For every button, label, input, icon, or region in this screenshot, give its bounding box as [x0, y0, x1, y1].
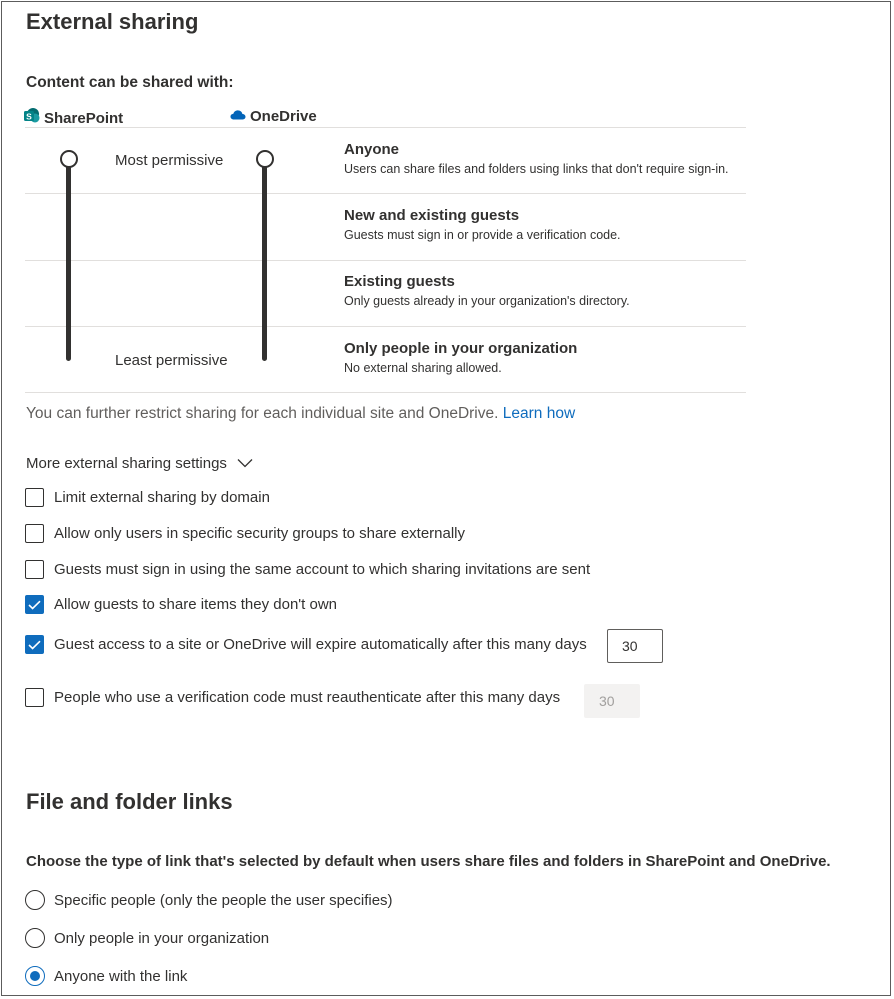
link-type-prompt: Choose the type of link that's selected by default when users share files and folders in SharePoint and OneDrive.: [26, 853, 831, 870]
onedrive-slider-track[interactable]: [262, 160, 267, 361]
level-title: New and existing guests: [344, 207, 520, 224]
option-reauthenticate[interactable]: [25, 688, 560, 707]
onedrive-column-label: [230, 108, 317, 125]
onedrive-label: OneDrive: [250, 108, 317, 125]
checkbox[interactable]: [25, 688, 44, 707]
more-settings-label: More external sharing settings: [26, 455, 227, 472]
chevron-down-icon: [237, 455, 253, 472]
more-settings-toggle[interactable]: [26, 455, 253, 472]
svg-text:S: S: [26, 111, 32, 122]
radio-dot: [30, 971, 40, 981]
option-same-account[interactable]: [25, 560, 590, 579]
sharepoint-label: SharePoint: [44, 109, 124, 127]
level-title: Anyone: [344, 141, 400, 158]
level-only-organization: [344, 340, 577, 375]
option-guest-expiry[interactable]: [25, 635, 587, 654]
level-title: Only people in your organization: [344, 340, 578, 357]
sharepoint-slider-track[interactable]: [66, 160, 71, 361]
checkbox-label: People who use a verification code must reauthenticate after this many days: [54, 689, 561, 706]
shared-with-label: Content can be shared with:: [26, 74, 234, 91]
level-new-existing-guests: [344, 207, 621, 242]
radio-label: Anyone with the link: [54, 967, 188, 985]
most-permissive-label: Most permissive: [115, 152, 224, 169]
level-description: Guests must sign in or provide a verification code.: [344, 228, 621, 242]
level-title: Existing guests: [344, 273, 455, 290]
sharepoint-column-label: [24, 108, 123, 128]
checkbox-label: Allow only users in specific security groups to share externally: [54, 525, 466, 542]
checkmark-icon: [28, 640, 41, 650]
radio-anyone-with-link[interactable]: [25, 966, 187, 986]
option-limit-by-domain[interactable]: [25, 488, 270, 507]
level-divider: [25, 260, 746, 261]
onedrive-slider-handle[interactable]: [256, 150, 274, 168]
least-permissive-label: Least permissive: [115, 352, 228, 369]
radio-only-organization[interactable]: [25, 928, 269, 948]
level-divider: [25, 127, 746, 128]
level-anyone: [344, 141, 729, 176]
sharepoint-slider-handle[interactable]: [60, 150, 78, 168]
checkbox-checked[interactable]: [25, 635, 44, 654]
sharepoint-icon: [24, 108, 40, 128]
level-divider: [25, 193, 746, 194]
checkbox-label: Allow guests to share items they don't own: [54, 596, 338, 613]
radio-button[interactable]: [25, 928, 45, 948]
checkbox-label: Limit external sharing by domain: [54, 489, 270, 506]
option-security-groups[interactable]: [25, 524, 465, 543]
radio-specific-people[interactable]: [25, 890, 393, 910]
checkbox[interactable]: [25, 488, 44, 507]
radio-button[interactable]: [25, 890, 45, 910]
restrict-note: [26, 405, 575, 423]
onedrive-icon: [230, 108, 246, 125]
level-description: Users can share files and folders using links that don't require sign-in.: [344, 162, 729, 176]
radio-label: Specific people (only the people the user specifies): [54, 891, 393, 909]
checkbox-label: Guests must sign in using the same account to which sharing invitations are sent: [54, 561, 591, 578]
level-description: No external sharing allowed.: [344, 361, 502, 375]
option-guests-share-items[interactable]: [25, 595, 337, 614]
level-existing-guests: [344, 273, 630, 308]
level-divider: [25, 326, 746, 327]
restrict-note-text: You can further restrict sharing for each individual site and OneDrive.: [26, 405, 499, 422]
checkbox-checked[interactable]: [25, 595, 44, 614]
checkmark-icon: [28, 600, 41, 610]
external-sharing-title: External sharing: [26, 9, 199, 34]
level-divider: [25, 392, 746, 393]
radio-label: Only people in your organization: [54, 929, 270, 947]
guest-expiry-days-input[interactable]: 30: [607, 629, 663, 663]
learn-how-link[interactable]: Learn how: [502, 405, 576, 422]
checkbox[interactable]: [25, 524, 44, 543]
radio-button-selected[interactable]: [25, 966, 45, 986]
file-folder-links-title: File and folder links: [26, 789, 233, 814]
reauth-days-input: 30: [584, 684, 640, 718]
checkbox[interactable]: [25, 560, 44, 579]
checkbox-label: Guest access to a site or OneDrive will expire automatically after this many days: [54, 636, 587, 653]
level-description: Only guests already in your organization's directory.: [344, 294, 630, 308]
